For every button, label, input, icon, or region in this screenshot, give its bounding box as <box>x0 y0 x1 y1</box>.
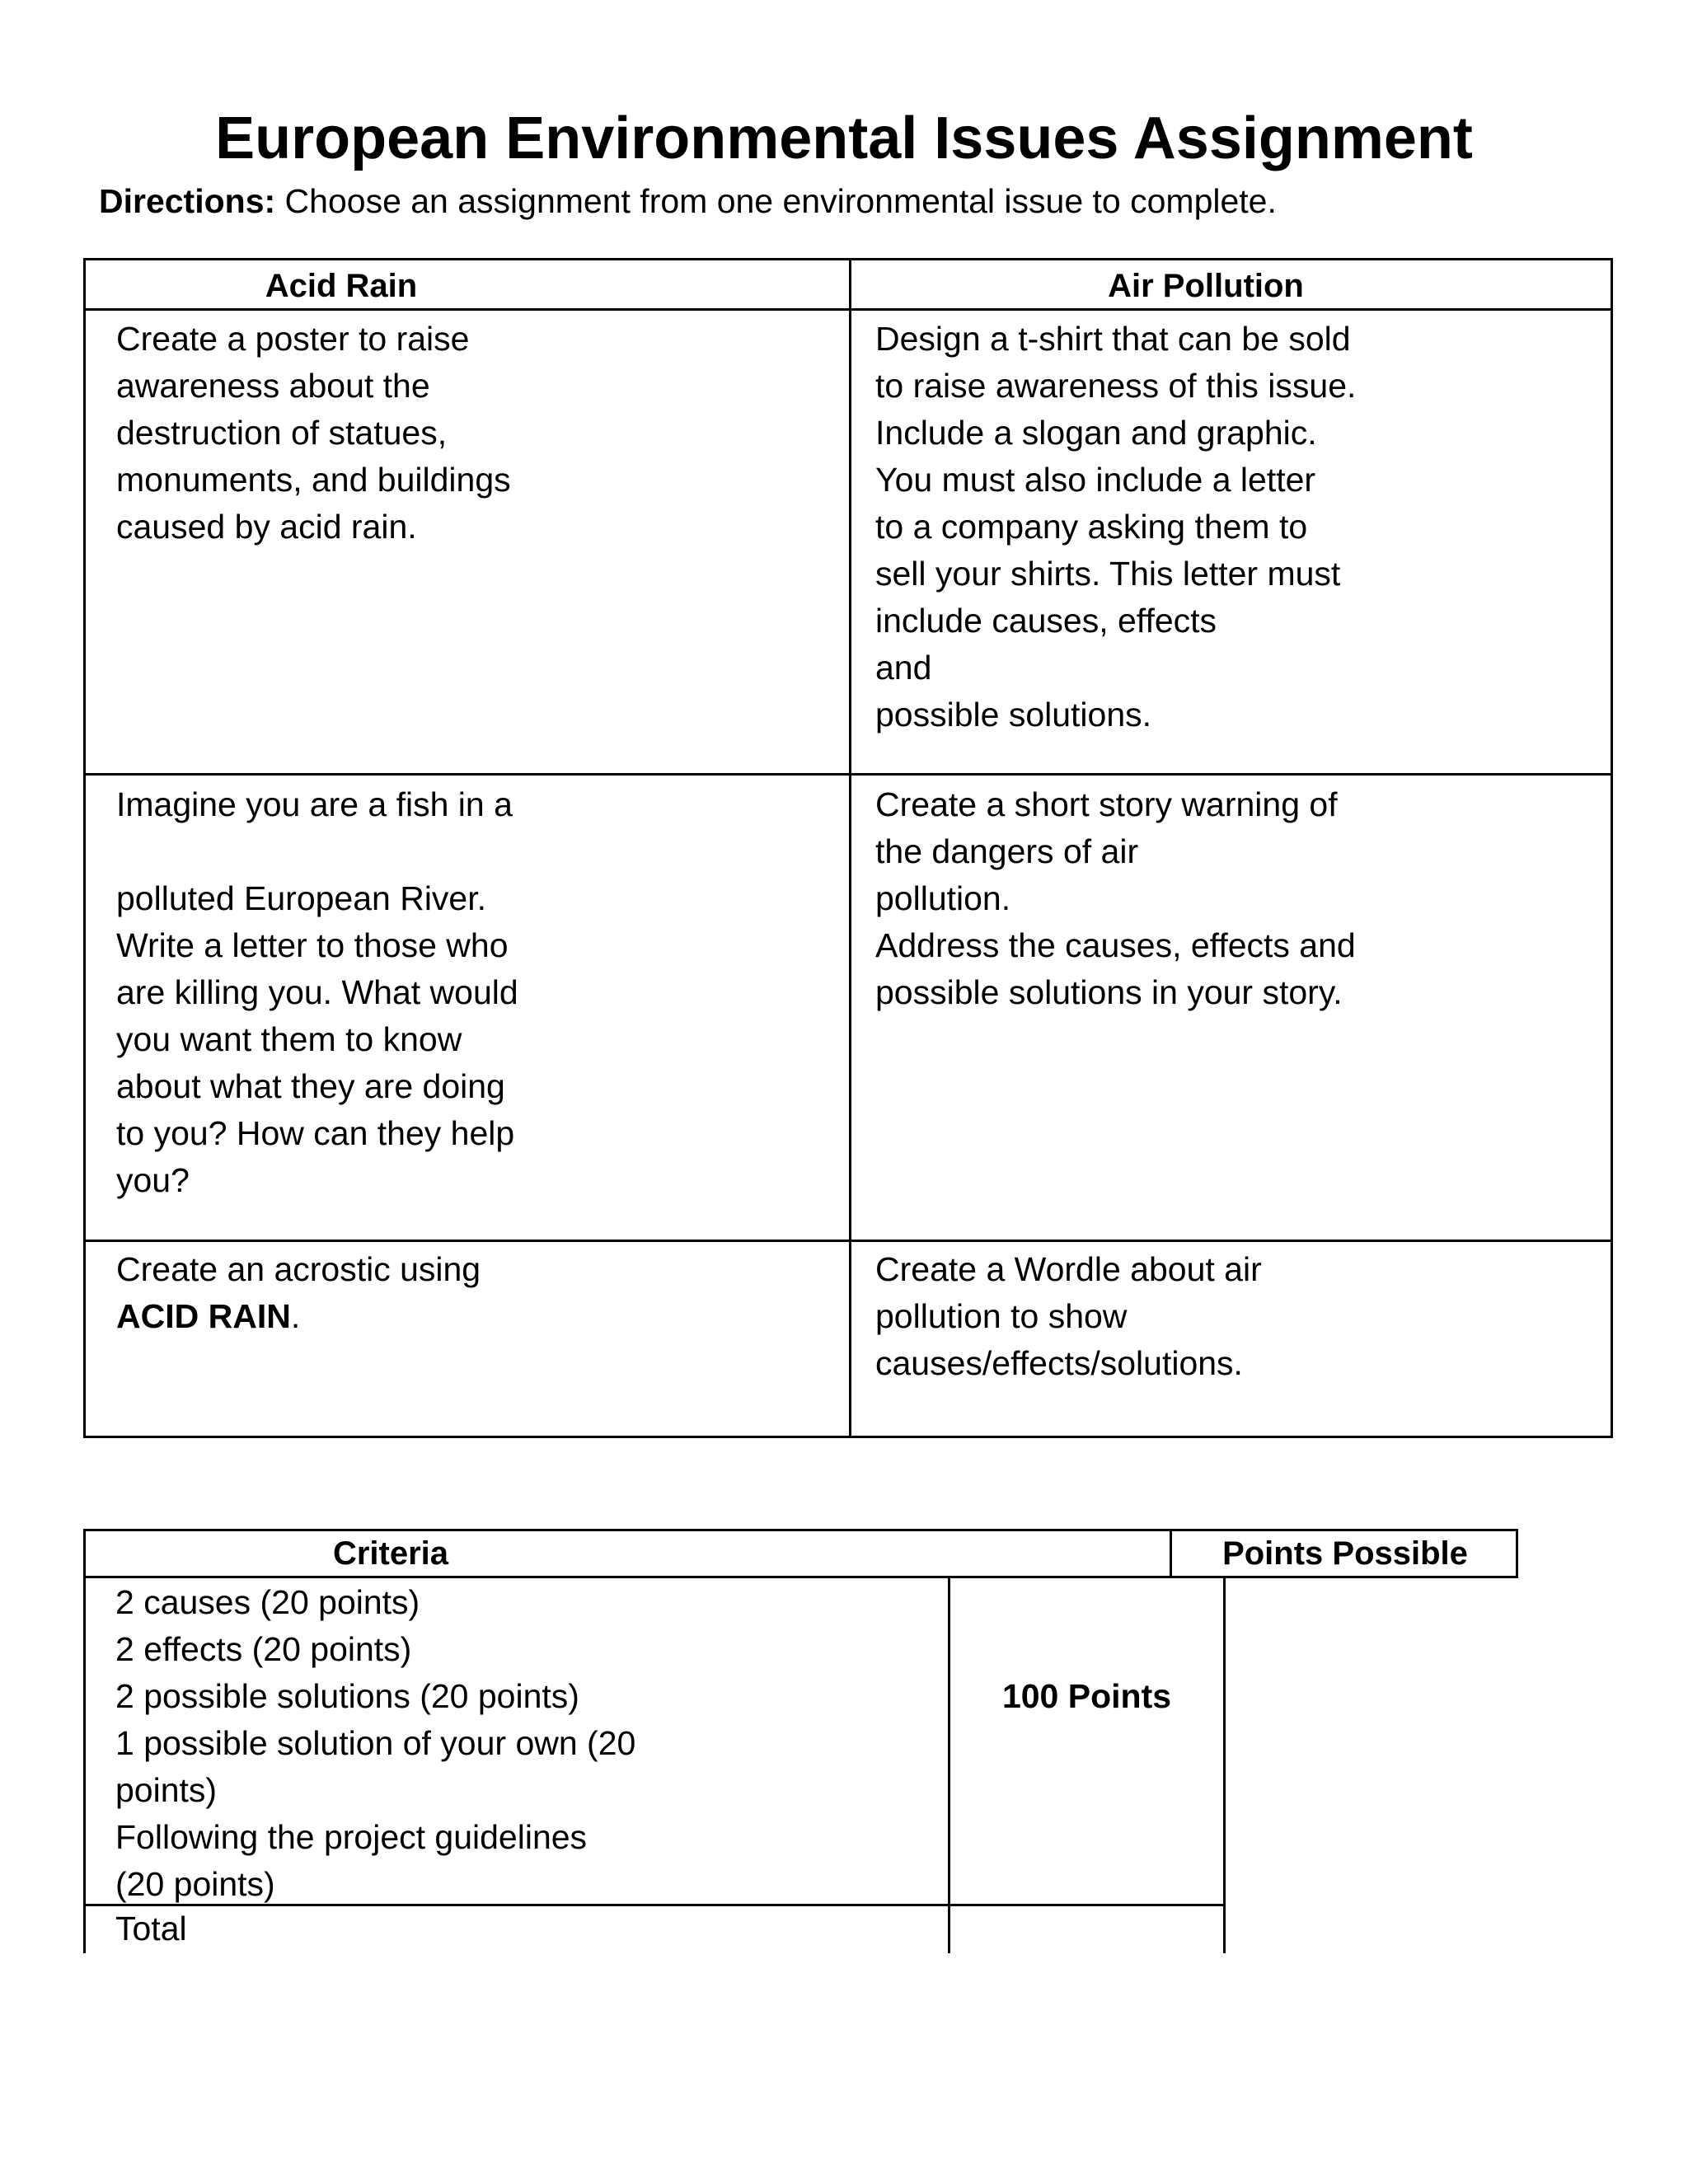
column-header-acid-rain: Acid Rain <box>265 268 418 304</box>
assignment-air-pollution-story: Create a short story warning of the dangers of air pollution. Address the causes, effects and possible solutions in your story. <box>875 785 1356 1011</box>
criteria-inner-divider <box>948 1576 950 1953</box>
assignment-air-pollution-wordle: Create a Wordle about air pollution to show causes/effects/solutions. <box>875 1250 1262 1382</box>
assignment-acid-rain-acrostic <box>116 1246 825 1340</box>
directions <box>99 178 1277 224</box>
page-title: European Environmental Issues Assignment <box>215 105 1473 171</box>
row-divider <box>86 1240 1611 1242</box>
total-label: Total <box>115 1910 187 1947</box>
assignment-acid-rain-fish-letter: Imagine you are a fish in a polluted European River. Write a letter to those who are killing you. What would you want them to know about what they are doing to you? How can they help you? <box>116 785 518 1199</box>
acrostic-word: ACID RAIN <box>116 1297 291 1335</box>
acrostic-suffix: . <box>290 1297 301 1335</box>
assignment-table <box>83 258 1613 1438</box>
criteria-left-border <box>83 1576 86 1953</box>
criteria-header-row <box>83 1529 1518 1578</box>
criteria-header: Criteria <box>332 1535 449 1572</box>
directions-label: Directions: <box>99 182 276 220</box>
criteria-list: 2 causes (20 points) 2 effects (20 points) 2 possible solutions (20 points) 1 possible solution of your own (20 points) Following the project guidelines (20 points) <box>115 1583 636 1903</box>
column-divider <box>849 260 851 1436</box>
assignment-air-pollution-tshirt: Design a t-shirt that can be sold to raise awareness of this issue. Include a slogan and graphic. You must also include a letter to a company asking them to sell your shirts. This letter must include causes, effects and possible solutions. <box>875 320 1357 733</box>
row-divider <box>86 773 1611 776</box>
column-header-air-pollution: Air Pollution <box>1108 268 1304 304</box>
points-possible-header: Points Possible <box>1222 1535 1468 1572</box>
points-value: 100 Points <box>1001 1677 1172 1715</box>
criteria-right-border <box>1223 1576 1226 1953</box>
directions-text: Choose an assignment from one environmental issue to complete. <box>275 182 1277 220</box>
assignment-acid-rain-poster: Create a poster to raise awareness about the destruction of statues, monuments, and buildings caused by acid rain. <box>116 320 511 546</box>
acrostic-text: Create an acrostic using <box>116 1250 481 1288</box>
